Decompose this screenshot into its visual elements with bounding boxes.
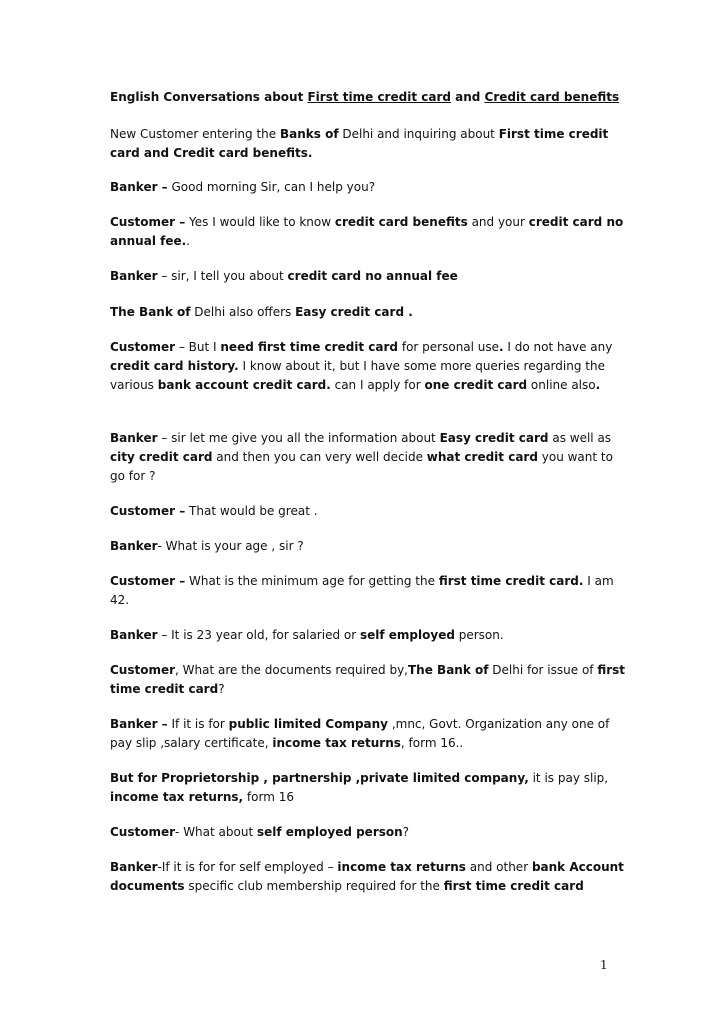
bold-text: Customer – [110, 215, 186, 229]
bold-text: Banker – [110, 180, 168, 194]
bold-text: Customer [110, 825, 176, 839]
paragraph [110, 303, 630, 322]
paragraph [110, 338, 630, 395]
underlined-text: Credit card benefits [484, 90, 620, 104]
bold-text: bank Account documents [110, 860, 624, 893]
bold-text: first time credit card [110, 663, 626, 696]
paragraph [110, 213, 630, 251]
text: and then you can very well decide [212, 450, 427, 464]
paragraph [110, 267, 630, 286]
paragraph [110, 572, 630, 610]
text: Delhi for issue of [488, 663, 598, 677]
bold-text: one credit card [424, 378, 528, 392]
bold-text [485, 90, 620, 104]
text: form 16 [243, 790, 294, 804]
bold-text: credit card benefits [334, 215, 468, 229]
text: online also [527, 378, 596, 392]
text: -If it is for for self employed – [157, 860, 338, 874]
text: Yes I would like to know [185, 215, 335, 229]
bold-text: public limited Company [228, 717, 388, 731]
text: – It is 23 year old, for salaried or [157, 628, 360, 642]
paragraph [110, 429, 630, 486]
underlined-text: First time credit card [307, 90, 451, 104]
bold-text: need first time credit card [220, 340, 399, 354]
text: I know about it, but I have some more queries regarding the various [110, 359, 605, 392]
text: and other [465, 860, 532, 874]
bold-text: and [450, 90, 485, 104]
paragraph [110, 626, 630, 645]
text: for personal use [398, 340, 500, 354]
bold-text: Banker [110, 269, 158, 283]
bold-text: Banker – [110, 717, 168, 731]
page-number: 1 [600, 958, 608, 972]
text: Good morning Sir, can I help you? [167, 180, 376, 194]
text: New Customer entering the [110, 127, 280, 141]
bold-text: Banker [110, 628, 158, 642]
bold-text: Customer [110, 663, 176, 677]
text: ? [218, 682, 225, 696]
text: ? [402, 825, 410, 839]
bold-text: Banks of [279, 127, 339, 141]
text: ,mnc, Govt. Organization any one of pay slip ,salary certificate, [110, 717, 610, 750]
text: – But I [175, 340, 221, 354]
bold-text: . [499, 340, 504, 354]
bold-text: . [595, 378, 601, 392]
text: That would be great . [185, 504, 318, 518]
paragraph [110, 858, 630, 896]
bold-text: first time credit card. [438, 574, 584, 588]
paragraph [110, 661, 630, 699]
bold-text: self employed [359, 628, 455, 642]
text: can I apply for [330, 378, 425, 392]
bold-text: Customer – [110, 574, 186, 588]
bold-text: city credit card [110, 450, 213, 464]
paragraph [110, 125, 630, 163]
bold-text: first time credit card [443, 879, 584, 893]
bold-text: First time credit card and Credit card benefits. [110, 127, 609, 160]
text: - What is your age , sir ? [157, 539, 304, 553]
text: – sir, I tell you about [157, 269, 288, 283]
bold-text: self employed person [256, 825, 403, 839]
bold-text: Banker [110, 539, 158, 553]
text: Delhi also offers [190, 305, 296, 319]
text: and your [467, 215, 529, 229]
bold-text: Banker [110, 431, 158, 445]
bold-text: The Bank of [408, 663, 489, 677]
paragraph [110, 715, 630, 753]
bold-text [307, 90, 450, 104]
bold-text: income tax returns [337, 860, 466, 874]
text: specific club membership required for the [184, 879, 444, 893]
paragraph [110, 502, 630, 521]
text: – sir let me give you all the information about [157, 431, 440, 445]
bold-text: Customer – [110, 504, 186, 518]
bold-text: credit card no annual fee [287, 269, 458, 283]
bold-text: Easy credit card . [295, 305, 413, 319]
text: , What are the documents required by, [175, 663, 408, 677]
text: as well as [548, 431, 612, 445]
bold-text: English Conversations about [110, 90, 308, 104]
bold-text: Banker [110, 860, 158, 874]
paragraph [110, 537, 630, 556]
text: , form 16.. [400, 736, 464, 750]
text: What is the minimum age for getting the [185, 574, 439, 588]
bold-text: income tax returns [272, 736, 401, 750]
text: person. [454, 628, 504, 642]
paragraph [110, 88, 630, 107]
bold-text: what credit card [426, 450, 538, 464]
paragraph [110, 769, 630, 807]
paragraph [110, 823, 630, 842]
bold-text: The Bank of [110, 305, 191, 319]
text: you want to go for ? [110, 450, 613, 483]
text: it is pay slip, [528, 771, 609, 785]
text: I am 42. [110, 574, 614, 607]
bold-text: Easy credit card [439, 431, 549, 445]
bold-text: Customer [110, 340, 176, 354]
bold-text: credit card history. [110, 359, 239, 373]
bold-text: bank account credit card. [157, 378, 331, 392]
text: I do not have any [503, 340, 613, 354]
text: If it is for [167, 717, 229, 731]
text: Delhi and inquiring about [338, 127, 499, 141]
bold-text: But for Proprietorship , partnership ,private limited company, [110, 771, 529, 785]
bold-text: credit card no annual fee. [110, 215, 624, 248]
text: - What about [175, 825, 257, 839]
text: . [186, 234, 190, 248]
paragraph [110, 178, 630, 197]
bold-text: income tax returns, [110, 790, 244, 804]
